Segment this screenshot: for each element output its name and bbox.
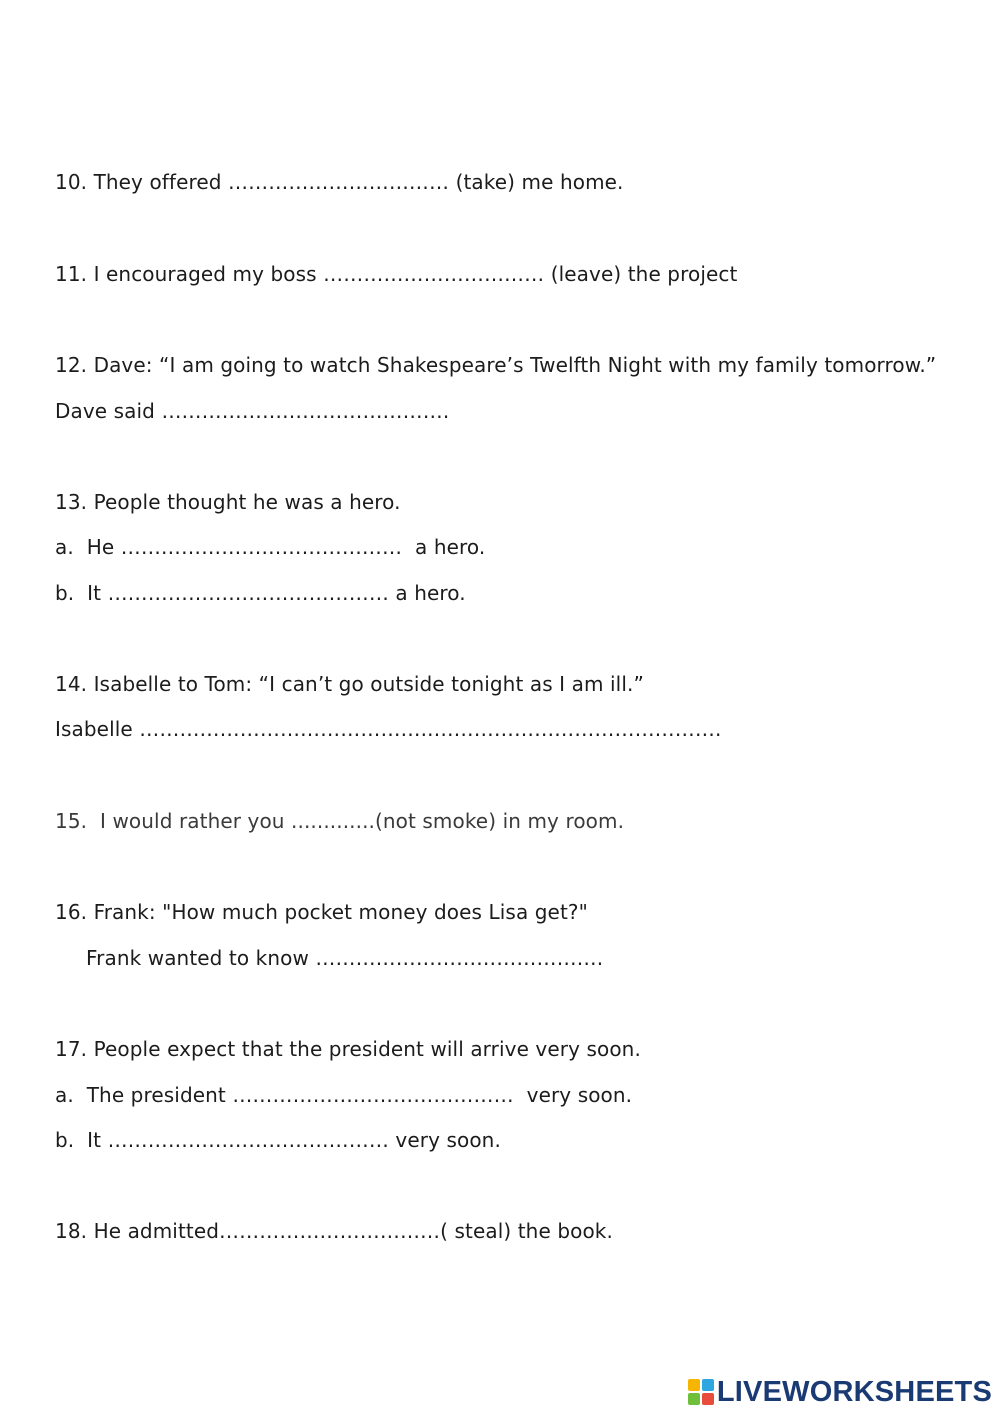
question-17-option-a: a. The president …………………………………… very soon. <box>55 1083 633 1107</box>
question-13: 13. People thought he was a hero. <box>55 490 401 514</box>
question-13-option-b: b. It …………………………………… a hero. <box>55 581 466 605</box>
question-18: 18. He admitted……………………………( steal) the book. <box>55 1219 613 1243</box>
question-16-answer-line: Frank wanted to know ……………………………………. <box>86 946 604 970</box>
question-16: 16. Frank: "How much pocket money does Lisa get?" <box>55 900 588 924</box>
question-13-option-a: a. He …………………………………… a hero. <box>55 535 486 559</box>
question-10: 10. They offered …………………………… (take) me home. <box>55 170 624 194</box>
question-12: 12. Dave: “I am going to watch Shakespeare’s Twelfth Night with my family tomorrow.” <box>55 353 937 377</box>
question-12-answer-line: Dave said ……………………………………. <box>55 399 450 423</box>
logo-text: LIVEWORKSHEETS <box>716 1376 992 1408</box>
question-11: 11. I encouraged my boss …………………………… (leave) the project <box>55 262 738 286</box>
question-15: 15. I would rather you .............(not smoke) in my room. <box>55 809 625 833</box>
question-14-answer-line: Isabelle ……………………………………..……………………………………. <box>55 717 722 741</box>
liveworksheets-logo-icon <box>688 1379 714 1405</box>
question-14: 14. Isabelle to Tom: “I can’t go outside tonight as I am ill.” <box>55 672 644 696</box>
liveworksheets-logo <box>688 1375 992 1409</box>
question-17-option-b: b. It …………………………………… very soon. <box>55 1128 501 1152</box>
question-17: 17. People expect that the president will arrive very soon. <box>55 1037 641 1061</box>
